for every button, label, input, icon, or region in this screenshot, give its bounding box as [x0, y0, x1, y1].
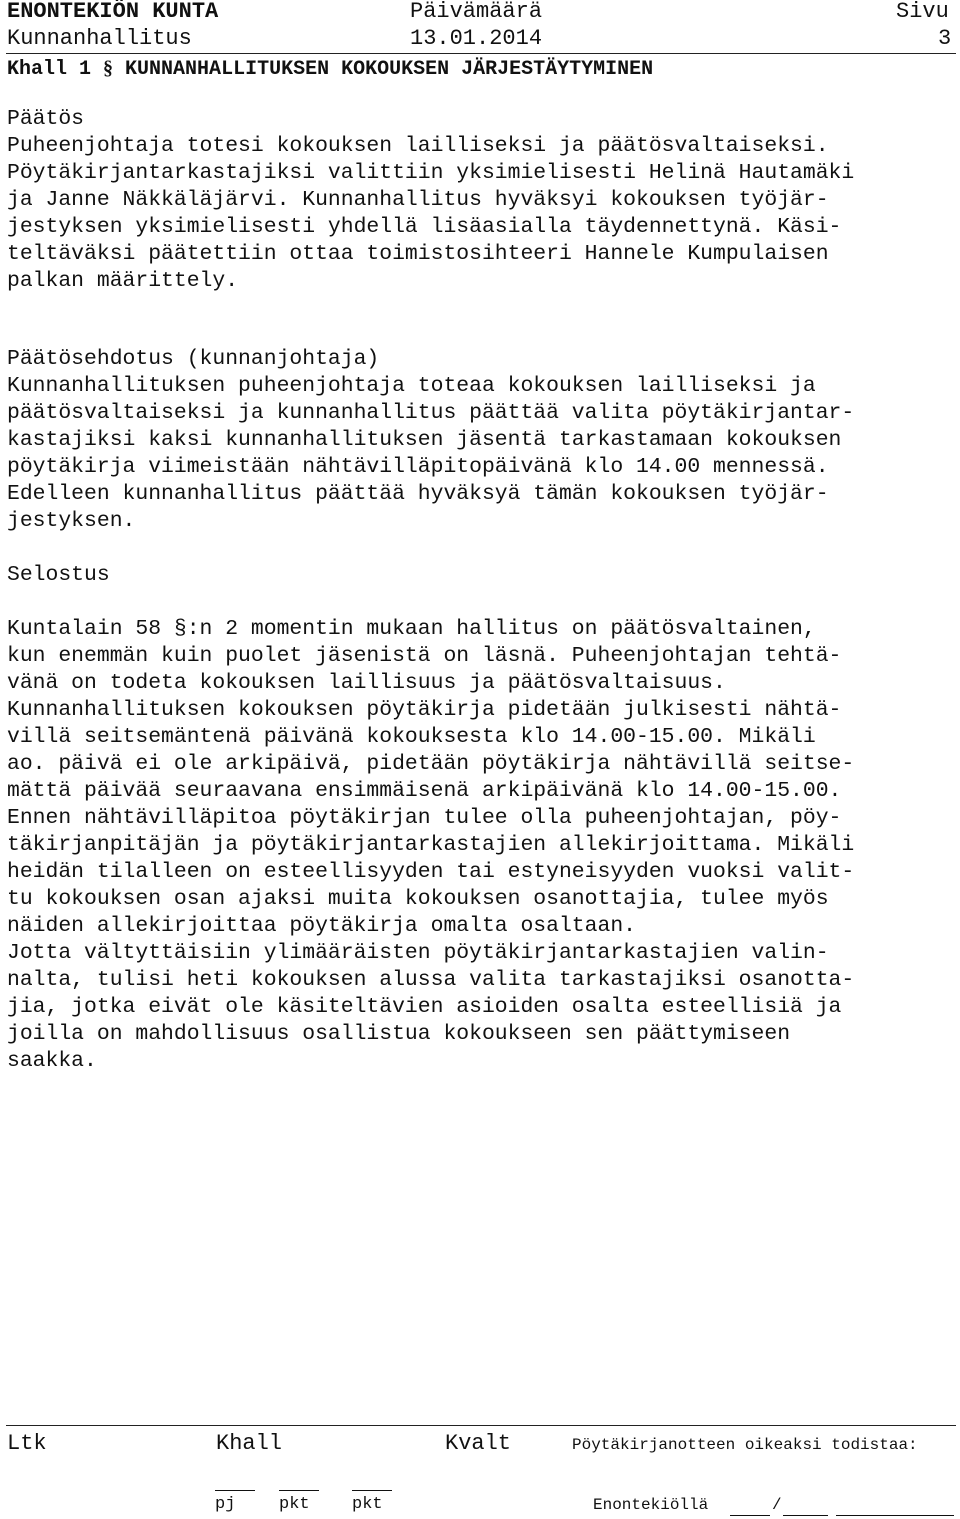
ehdotus-line: pöytäkirja viimeistään nähtävilläpitopäivänä klo 14.00 mennessä. [7, 455, 829, 479]
footer-pj: pj [215, 1495, 236, 1514]
selostus-line: mättä päivää seuraavana ensimmäisenä arkipäivänä klo 14.00-15.00. [7, 779, 842, 803]
date-day-line [730, 1515, 770, 1516]
selostus-line: Ennen nähtävilläpitoa pöytäkirjan tulee olla puheenjohtajan, pöy- [7, 806, 842, 830]
pj-signature-line [215, 1490, 255, 1491]
date-label: Päivämäärä [410, 0, 543, 24]
footer-enontekiolla: Enontekiöllä [593, 1496, 709, 1514]
section-title-row [7, 54, 653, 84]
selostus-line: heidän tilalleen on esteellisyyden tai estyneisyyden vuoksi valit- [7, 860, 855, 884]
footer-certify: Pöytäkirjanotteen oikeaksi todistaa: [572, 1436, 918, 1454]
ehdotus-line: kastajiksi kaksi kunnanhallituksen jäsentä tarkastamaan kokouksen [7, 428, 842, 452]
ehdotus-line: jestyksen. [7, 509, 136, 533]
selostus-line: täkirjanpitäjän ja pöytäkirjantarkastajien allekirjoittama. Mikäli [7, 833, 855, 857]
paatos-line: jestyksen yksimielisesti yhdellä lisäasialla täydennettynä. Käsi- [7, 215, 842, 239]
selostus-line: ao. päivä ei ole arkipäivä, pidetään pöytäkirja nähtävillä seitse- [7, 752, 855, 776]
selostus-line: villä seitsemäntenä päivänä kokouksesta klo 14.00-15.00. Mikäli [7, 725, 816, 749]
selostus-line: näiden allekirjoittaa pöytäkirja omalta osaltaan. [7, 914, 636, 938]
ehdotus-line: Kunnanhallituksen puheenjohtaja toteaa kokouksen lailliseksi ja [7, 374, 816, 398]
meeting-date: 13.01.2014 [410, 26, 543, 51]
section-title: KUNNANHALLITUKSEN KOKOUKSEN JÄRJESTÄYTYMINEN [125, 58, 654, 81]
page-label: Sivu [896, 0, 949, 24]
footer-pkt-1: pkt [279, 1495, 310, 1514]
selostus-heading: Selostus [7, 563, 110, 587]
date-year-line [836, 1515, 954, 1516]
org-name: ENONTEKIÖN KUNTA [7, 0, 219, 24]
paatos-line: Pöytäkirjantarkastajiksi valittiin yksimielisesti Helinä Hautamäki [7, 161, 855, 185]
footer-kvalt: Kvalt [445, 1431, 512, 1456]
paatos-block [7, 106, 952, 295]
selostus-line: tu kokouksen osan ajaksi muita kokouksen osanottajia, tulee myös [7, 887, 829, 911]
section-prefix: Khall 1 [7, 58, 92, 81]
selostus-line: vänä on todeta kokouksen laillisuus ja päätösvaltaisuus. [7, 671, 726, 695]
selostus-line: Kunnanhallituksen kokouksen pöytäkirja pidetään julkisesti nähtä- [7, 698, 842, 722]
paatos-heading: Päätös [7, 107, 85, 131]
selostus-line: jia, jotka eivät ole käsiteltävien asioiden osalta esteellisiä ja [7, 995, 842, 1019]
selostus-line: saakka. [7, 1049, 97, 1073]
date-month-line [783, 1515, 828, 1516]
footer-ltk: Ltk [7, 1431, 47, 1456]
selostus-line: Kuntalain 58 §:n 2 momentin mukaan hallitus on päätösvaltainen, [7, 617, 816, 641]
ehdotus-line: päätösvaltaiseksi ja kunnanhallitus päättää valita pöytäkirjantar- [7, 401, 855, 425]
footer-khall: Khall [216, 1431, 283, 1456]
pkt2-signature-line [352, 1490, 392, 1491]
footer-divider [6, 1425, 956, 1426]
footer-pkt-2: pkt [352, 1495, 383, 1514]
paatos-line: Puheenjohtaja totesi kokouksen lailliseksi ja päätösvaltaiseksi. [7, 134, 829, 158]
paatos-line: ja Janne Näkkäläjärvi. Kunnanhallitus hyväksyi kokouksen työjär- [7, 188, 829, 212]
footer-date-slash: / [772, 1496, 782, 1514]
paatos-line: teltäväksi päätettiin ottaa toimistosihteeri Hannele Kumpulaisen [7, 242, 829, 266]
ehdotus-heading: Päätösehdotus (kunnanjohtaja) [7, 347, 380, 371]
ehdotus-line: Edelleen kunnanhallitus päättää hyväksyä tämän kokouksen työjär- [7, 482, 829, 506]
selostus-line: joilla on mahdollisuus osallistua kokoukseen sen päättymiseen [7, 1022, 791, 1046]
section-sign: § [103, 57, 114, 79]
ehdotus-block [7, 346, 952, 535]
paatos-line: palkan määrittely. [7, 269, 239, 293]
selostus-line: nalta, tulisi heti kokouksen alussa valita tarkastajiksi osanotta- [7, 968, 855, 992]
page-number: 3 [938, 26, 952, 51]
body-name: Kunnanhallitus [7, 26, 192, 51]
selostus-line: kun enemmän kuin puolet jäsenistä on läsnä. Puheenjohtajan tehtä- [7, 644, 842, 668]
selostus-line: Jotta vältyttäisiin ylimääräisten pöytäkirjantarkastajien valin- [7, 941, 829, 965]
selostus-heading-block [7, 562, 952, 589]
pkt1-signature-line [279, 1490, 319, 1491]
selostus-block [7, 616, 952, 1075]
